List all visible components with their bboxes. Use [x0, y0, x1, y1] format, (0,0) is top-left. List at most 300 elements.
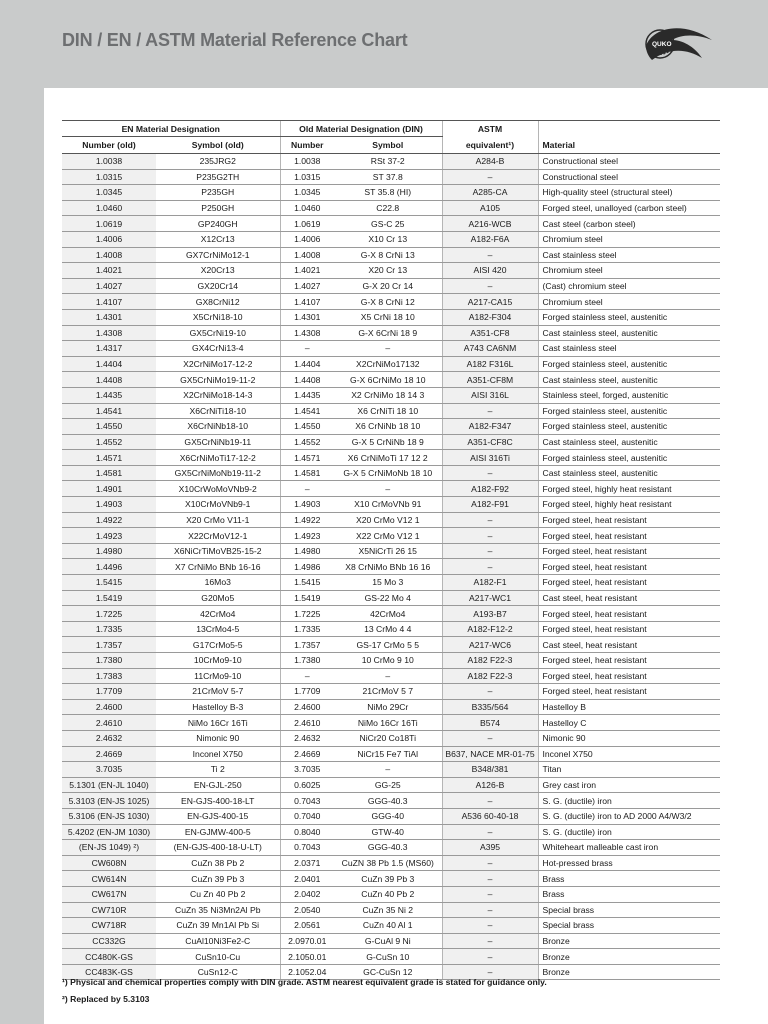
- cell-din-symbol: GGG-40.3: [334, 793, 442, 809]
- cell-material: Forged steel, heat resistant: [538, 621, 720, 637]
- table-row: [62, 855, 720, 871]
- cell-astm-equivalent: A395: [442, 840, 538, 856]
- cell-material: Inconel X750: [538, 746, 720, 762]
- cell-en-number: 1.4408: [62, 372, 156, 388]
- table-row: [62, 840, 720, 856]
- cell-en-number: 1.0038: [62, 154, 156, 170]
- cell-din-number: 1.4404: [280, 356, 334, 372]
- cell-din-symbol: G-X 6CrNi 18 9: [334, 325, 442, 341]
- table-row: [62, 341, 720, 357]
- cell-material: Cast steel, heat resistant: [538, 637, 720, 653]
- cell-material: Forged steel, highly heat resistant: [538, 481, 720, 497]
- table-row: [62, 949, 720, 965]
- cell-material: Cast stainless steel: [538, 247, 720, 263]
- cell-en-number: 1.4107: [62, 294, 156, 310]
- cell-en-number: 1.7380: [62, 653, 156, 669]
- cell-en-symbol: GX4CrNi13-4: [156, 341, 280, 357]
- cell-din-symbol: GS-22 Mo 4: [334, 590, 442, 606]
- cell-din-number: 0.7043: [280, 793, 334, 809]
- column-header: Symbol (old): [156, 137, 280, 154]
- cell-en-number: 5.4202 (EN-JM 1030): [62, 824, 156, 840]
- cell-astm-equivalent: A193-B7: [442, 606, 538, 622]
- table-row: [62, 668, 720, 684]
- table-row: [62, 185, 720, 201]
- cell-material: Stainless steel, forged, austenitic: [538, 387, 720, 403]
- group-header-material-empty: [538, 121, 720, 137]
- cell-astm-equivalent: –: [442, 933, 538, 949]
- cell-din-number: 1.4408: [280, 372, 334, 388]
- cell-material: Special brass: [538, 902, 720, 918]
- cell-material: Forged steel, heat resistant: [538, 653, 720, 669]
- cell-din-symbol: X8 CrNiMo BNb 16 16: [334, 559, 442, 575]
- cell-din-number: 1.5419: [280, 590, 334, 606]
- cell-astm-equivalent: A284-B: [442, 154, 538, 170]
- cell-material: Hastelloy B: [538, 699, 720, 715]
- cell-en-symbol: P250GH: [156, 200, 280, 216]
- cell-material: Hastelloy C: [538, 715, 720, 731]
- cell-din-number: 2.0970.01: [280, 933, 334, 949]
- cell-material: Cast stainless steel, austenitic: [538, 434, 720, 450]
- cell-din-symbol: GGG-40.3: [334, 840, 442, 856]
- cell-astm-equivalent: –: [442, 902, 538, 918]
- cell-en-number: 1.4021: [62, 263, 156, 279]
- cell-din-number: 1.4980: [280, 543, 334, 559]
- cell-en-number: 1.4435: [62, 387, 156, 403]
- cell-astm-equivalent: –: [442, 278, 538, 294]
- cell-din-number: 1.4107: [280, 294, 334, 310]
- cell-din-symbol: X5 CrNi 18 10: [334, 309, 442, 325]
- cell-material: Cast steel (carbon steel): [538, 216, 720, 232]
- cell-astm-equivalent: –: [442, 512, 538, 528]
- cell-material: Nimonic 90: [538, 730, 720, 746]
- cell-en-symbol: Hastelloy B-3: [156, 699, 280, 715]
- cell-astm-equivalent: A285-CA: [442, 185, 538, 201]
- table-row: [62, 512, 720, 528]
- cell-material: Special brass: [538, 918, 720, 934]
- cell-en-number: 1.0619: [62, 216, 156, 232]
- cell-en-symbol: P235G2TH: [156, 169, 280, 185]
- cell-en-number: 1.4550: [62, 419, 156, 435]
- cell-material: Forged steel, heat resistant: [538, 543, 720, 559]
- cell-astm-equivalent: B335/564: [442, 699, 538, 715]
- table-row: [62, 247, 720, 263]
- cell-astm-equivalent: A743 CA6NM: [442, 341, 538, 357]
- cell-din-number: 0.6025: [280, 777, 334, 793]
- cell-din-number: 1.0038: [280, 154, 334, 170]
- cell-en-number: 1.7357: [62, 637, 156, 653]
- cell-material: Forged stainless steel, austenitic: [538, 309, 720, 325]
- table-row: [62, 575, 720, 591]
- cell-en-symbol: CuZn 38 Pb 2: [156, 855, 280, 871]
- table-row: [62, 653, 720, 669]
- cell-en-number: 2.4610: [62, 715, 156, 731]
- cell-din-symbol: CuZN 38 Pb 1.5 (MS60): [334, 855, 442, 871]
- cell-en-symbol: GX5CrNiMo19-11-2: [156, 372, 280, 388]
- cell-en-symbol: 42CrMo4: [156, 606, 280, 622]
- cell-en-symbol: P235GH: [156, 185, 280, 201]
- cell-din-number: 1.7380: [280, 653, 334, 669]
- table-row: [62, 278, 720, 294]
- cell-en-number: 1.4308: [62, 325, 156, 341]
- cell-din-number: 1.5415: [280, 575, 334, 591]
- column-header: Material: [538, 137, 720, 154]
- cell-en-number: CW617N: [62, 886, 156, 902]
- cell-en-symbol: CuZn 35 Ni3Mn2Al Pb: [156, 902, 280, 918]
- cell-en-symbol: CuZn 39 Mn1Al Pb Si: [156, 918, 280, 934]
- cell-en-symbol: CuSn10-Cu: [156, 949, 280, 965]
- cell-en-symbol: 16Mo3: [156, 575, 280, 591]
- cell-din-symbol: GS-C 25: [334, 216, 442, 232]
- cell-en-symbol: X20 CrMo V11-1: [156, 512, 280, 528]
- cell-en-symbol: Nimonic 90: [156, 730, 280, 746]
- cell-en-number: 1.4008: [62, 247, 156, 263]
- cell-din-symbol: ST 37.8: [334, 169, 442, 185]
- cell-din-symbol: G-X 8 CrNi 13: [334, 247, 442, 263]
- cell-astm-equivalent: –: [442, 559, 538, 575]
- cell-material: Chromium steel: [538, 294, 720, 310]
- cell-astm-equivalent: –: [442, 964, 538, 980]
- cell-en-symbol: Ti 2: [156, 762, 280, 778]
- cell-din-number: 1.4006: [280, 231, 334, 247]
- cell-din-symbol: NiCr20 Co18Ti: [334, 730, 442, 746]
- table-row: [62, 481, 720, 497]
- cell-din-number: 1.4541: [280, 403, 334, 419]
- cell-din-symbol: G-X 6CrNiMo 18 10: [334, 372, 442, 388]
- cell-en-number: 2.4600: [62, 699, 156, 715]
- cell-din-number: 1.4550: [280, 419, 334, 435]
- cell-en-number: 1.7335: [62, 621, 156, 637]
- cell-en-symbol: GX8CrNi12: [156, 294, 280, 310]
- cell-din-number: 1.4581: [280, 465, 334, 481]
- cell-din-symbol: NiMo 29Cr: [334, 699, 442, 715]
- cell-astm-equivalent: AISI 316Ti: [442, 450, 538, 466]
- cell-din-number: 1.4903: [280, 497, 334, 513]
- cell-astm-equivalent: –: [442, 528, 538, 544]
- cell-astm-equivalent: –: [442, 855, 538, 871]
- cell-en-number: 1.4923: [62, 528, 156, 544]
- table-row: [62, 886, 720, 902]
- footnote: ¹) Physical and chemical properties comply with DIN grade. ASTM nearest equivalent grade is stated for guidance only.: [62, 977, 547, 987]
- cell-en-number: CW710R: [62, 902, 156, 918]
- table-row: [62, 637, 720, 653]
- cell-material: Cast stainless steel, austenitic: [538, 372, 720, 388]
- table-row: [62, 730, 720, 746]
- cell-astm-equivalent: B637, NACE MR-01-75: [442, 746, 538, 762]
- cell-en-number: 1.4404: [62, 356, 156, 372]
- cell-din-number: 1.4308: [280, 325, 334, 341]
- footnote: ²) Replaced by 5.3103: [62, 994, 150, 1004]
- table-row: [62, 621, 720, 637]
- cell-en-symbol: X7 CrNiMo BNb 16-16: [156, 559, 280, 575]
- cell-din-number: –: [280, 668, 334, 684]
- cell-material: Hot-pressed brass: [538, 855, 720, 871]
- cell-en-number: CC483K-GS: [62, 964, 156, 980]
- cell-din-symbol: 10 CrMo 9 10: [334, 653, 442, 669]
- cell-en-number: 1.4552: [62, 434, 156, 450]
- cell-astm-equivalent: B348/381: [442, 762, 538, 778]
- table-row: [62, 372, 720, 388]
- cell-en-symbol: GX5CrNi19-10: [156, 325, 280, 341]
- cell-en-number: 1.4980: [62, 543, 156, 559]
- cell-astm-equivalent: –: [442, 403, 538, 419]
- cell-din-symbol: G-X 8 CrNi 12: [334, 294, 442, 310]
- cell-en-symbol: G17CrMo5-5: [156, 637, 280, 653]
- cell-astm-equivalent: –: [442, 247, 538, 263]
- cell-din-symbol: X2 CrNiMo 18 14 3: [334, 387, 442, 403]
- cell-en-symbol: (EN-GJS-400-18-U-LT): [156, 840, 280, 856]
- cell-material: Forged steel, heat resistant: [538, 512, 720, 528]
- cell-en-number: 1.4027: [62, 278, 156, 294]
- cell-astm-equivalent: –: [442, 824, 538, 840]
- cell-material: Forged stainless steel, austenitic: [538, 403, 720, 419]
- cell-en-number: 5.3103 (EN-JS 1025): [62, 793, 156, 809]
- cell-din-symbol: X10 Cr 13: [334, 231, 442, 247]
- cell-din-number: 2.0371: [280, 855, 334, 871]
- cell-en-number: 1.4901: [62, 481, 156, 497]
- group-header-astm: ASTM: [442, 121, 538, 137]
- table-row: [62, 715, 720, 731]
- cell-din-symbol: CuZn 35 Ni 2: [334, 902, 442, 918]
- cell-din-number: 3.7035: [280, 762, 334, 778]
- cell-din-symbol: X10 CrMoVNb 91: [334, 497, 442, 513]
- table-row: [62, 746, 720, 762]
- cell-din-number: 2.4632: [280, 730, 334, 746]
- table-row: [62, 465, 720, 481]
- table-row: [62, 387, 720, 403]
- cell-din-symbol: X2CrNiMo17132: [334, 356, 442, 372]
- cell-en-symbol: Cu Zn 40 Pb 2: [156, 886, 280, 902]
- cell-en-symbol: 13CrMo4-5: [156, 621, 280, 637]
- cell-din-number: 2.1052.04: [280, 964, 334, 980]
- cell-din-symbol: 13 CrMo 4 4: [334, 621, 442, 637]
- cell-din-number: 1.7225: [280, 606, 334, 622]
- cell-en-number: CC480K-GS: [62, 949, 156, 965]
- cell-en-number: 1.7383: [62, 668, 156, 684]
- cell-material: Titan: [538, 762, 720, 778]
- cell-din-number: 1.4027: [280, 278, 334, 294]
- cell-en-symbol: GP240GH: [156, 216, 280, 232]
- cell-astm-equivalent: –: [442, 949, 538, 965]
- cell-en-symbol: GX5CrNiNb19-11: [156, 434, 280, 450]
- cell-din-number: 2.0401: [280, 871, 334, 887]
- cell-en-number: 1.7225: [62, 606, 156, 622]
- cell-din-symbol: C22.8: [334, 200, 442, 216]
- cell-astm-equivalent: –: [442, 684, 538, 700]
- cell-din-symbol: GS-17 CrMo 5 5: [334, 637, 442, 653]
- cell-en-number: CC332G: [62, 933, 156, 949]
- cell-material: Bronze: [538, 949, 720, 965]
- cell-astm-equivalent: A182 F316L: [442, 356, 538, 372]
- cell-en-number: 1.0315: [62, 169, 156, 185]
- cell-din-number: 0.8040: [280, 824, 334, 840]
- cell-en-symbol: X20Cr13: [156, 263, 280, 279]
- cell-astm-equivalent: A351-CF8M: [442, 372, 538, 388]
- table-row: [62, 231, 720, 247]
- cell-en-number: 1.4571: [62, 450, 156, 466]
- cell-material: Whiteheart malleable cast iron: [538, 840, 720, 856]
- cell-din-symbol: –: [334, 341, 442, 357]
- cell-en-symbol: X12Cr13: [156, 231, 280, 247]
- cell-en-number: 1.4922: [62, 512, 156, 528]
- table-row: [62, 200, 720, 216]
- table-row: [62, 606, 720, 622]
- cell-din-number: 1.7357: [280, 637, 334, 653]
- table-row: [62, 793, 720, 809]
- cell-astm-equivalent: AISI 420: [442, 263, 538, 279]
- cell-din-symbol: 15 Mo 3: [334, 575, 442, 591]
- cell-astm-equivalent: A182-F92: [442, 481, 538, 497]
- cell-din-symbol: G-X 5 CrNiNb 18 9: [334, 434, 442, 450]
- table-row: [62, 263, 720, 279]
- cell-material: Brass: [538, 871, 720, 887]
- cell-en-number: 1.4006: [62, 231, 156, 247]
- material-reference-table: [62, 120, 720, 980]
- group-header-row: [62, 121, 720, 137]
- cell-astm-equivalent: B574: [442, 715, 538, 731]
- footnotes: [62, 974, 547, 1008]
- cell-din-symbol: GC-CuSn 12: [334, 964, 442, 980]
- cell-din-symbol: GTW-40: [334, 824, 442, 840]
- cell-din-symbol: G-X 5 CrNiMoNb 18 10: [334, 465, 442, 481]
- cell-din-number: 1.0315: [280, 169, 334, 185]
- cell-en-symbol: X10CrMoVNb9-1: [156, 497, 280, 513]
- cell-astm-equivalent: A182-F12-2: [442, 621, 538, 637]
- cell-astm-equivalent: –: [442, 169, 538, 185]
- cell-astm-equivalent: A182-F91: [442, 497, 538, 513]
- cell-en-symbol: 10CrMo9-10: [156, 653, 280, 669]
- table-row: [62, 543, 720, 559]
- table-row: [62, 684, 720, 700]
- cell-material: Constructional steel: [538, 154, 720, 170]
- cell-material: Forged steel, heat resistant: [538, 575, 720, 591]
- cell-astm-equivalent: A217-WC6: [442, 637, 538, 653]
- cell-din-symbol: X6 CrNiNb 18 10: [334, 419, 442, 435]
- table-row: [62, 777, 720, 793]
- cell-din-number: 1.0619: [280, 216, 334, 232]
- cell-astm-equivalent: A182-F304: [442, 309, 538, 325]
- cell-en-symbol: EN-GJL-250: [156, 777, 280, 793]
- cell-astm-equivalent: –: [442, 886, 538, 902]
- cell-din-symbol: GG-25: [334, 777, 442, 793]
- cell-material: Forged stainless steel, austenitic: [538, 450, 720, 466]
- cell-din-symbol: CuZn 40 Pb 2: [334, 886, 442, 902]
- cell-din-number: 1.7709: [280, 684, 334, 700]
- cell-astm-equivalent: A182 F22-3: [442, 653, 538, 669]
- cell-astm-equivalent: A105: [442, 200, 538, 216]
- group-header-en: EN Material Designation: [62, 121, 280, 137]
- cell-din-symbol: G-X 20 Cr 14: [334, 278, 442, 294]
- table-row: [62, 871, 720, 887]
- cell-astm-equivalent: A351-CF8: [442, 325, 538, 341]
- cell-din-symbol: X6 CrNiTi 18 10: [334, 403, 442, 419]
- table-row: [62, 434, 720, 450]
- cell-material: Chromium steel: [538, 263, 720, 279]
- cell-en-number: 1.4301: [62, 309, 156, 325]
- cell-material: Cast stainless steel, austenitic: [538, 325, 720, 341]
- cell-astm-equivalent: A182-F1: [442, 575, 538, 591]
- table-row: [62, 590, 720, 606]
- cell-en-symbol: EN-GJS-400-18-LT: [156, 793, 280, 809]
- cell-en-symbol: X6CrNiNb18-10: [156, 419, 280, 435]
- chart-sheet: [44, 88, 768, 1024]
- cell-en-symbol: GX7CrNiMo12-1: [156, 247, 280, 263]
- cell-din-symbol: GGG-40: [334, 808, 442, 824]
- cell-astm-equivalent: –: [442, 918, 538, 934]
- cell-en-symbol: 235JRG2: [156, 154, 280, 170]
- cell-en-symbol: 21CrMoV 5-7: [156, 684, 280, 700]
- cell-en-number: CW608N: [62, 855, 156, 871]
- cell-din-symbol: X22 CrMo V12 1: [334, 528, 442, 544]
- cell-din-symbol: X20 CrMo V12 1: [334, 512, 442, 528]
- cell-astm-equivalent: –: [442, 730, 538, 746]
- table-row: [62, 699, 720, 715]
- column-header-row: [62, 137, 720, 154]
- cell-din-symbol: –: [334, 762, 442, 778]
- cell-din-symbol: –: [334, 481, 442, 497]
- table-row: [62, 559, 720, 575]
- quko-logo-icon: [642, 18, 714, 68]
- cell-material: Forged steel, unalloyed (carbon steel): [538, 200, 720, 216]
- cell-din-symbol: CuZn 40 Al 1: [334, 918, 442, 934]
- cell-material: Forged steel, heat resistant: [538, 668, 720, 684]
- cell-din-symbol: G-CuAl 9 Ni: [334, 933, 442, 949]
- cell-din-symbol: –: [334, 668, 442, 684]
- cell-en-symbol: X6NiCrTiMoVB25-15-2: [156, 543, 280, 559]
- cell-en-number: 2.4669: [62, 746, 156, 762]
- cell-astm-equivalent: –: [442, 465, 538, 481]
- cell-din-symbol: 42CrMo4: [334, 606, 442, 622]
- cell-astm-equivalent: –: [442, 871, 538, 887]
- cell-material: Forged stainless steel, austenitic: [538, 419, 720, 435]
- cell-din-number: 1.4923: [280, 528, 334, 544]
- cell-en-symbol: X6CrNiTi18-10: [156, 403, 280, 419]
- cell-en-symbol: GX5CrNiMoNb19-11-2: [156, 465, 280, 481]
- cell-en-symbol: X10CrWoMoVNb9-2: [156, 481, 280, 497]
- table-row: [62, 356, 720, 372]
- cell-din-number: 1.4301: [280, 309, 334, 325]
- cell-material: S. G. (ductile) iron to AD 2000 A4/W3/2: [538, 808, 720, 824]
- cell-en-number: (EN-JS 1049) ²): [62, 840, 156, 856]
- cell-material: Brass: [538, 886, 720, 902]
- table-row: [62, 154, 720, 170]
- cell-din-number: –: [280, 481, 334, 497]
- cell-din-number: –: [280, 341, 334, 357]
- cell-din-number: 1.7335: [280, 621, 334, 637]
- cell-en-symbol: CuAl10Ni3Fe2-C: [156, 933, 280, 949]
- table-row: [62, 216, 720, 232]
- table-row: [62, 309, 720, 325]
- cell-din-number: 2.4669: [280, 746, 334, 762]
- cell-material: Cast stainless steel: [538, 341, 720, 357]
- table-row: [62, 169, 720, 185]
- cell-din-symbol: 21CrMoV 5 7: [334, 684, 442, 700]
- cell-din-symbol: X5NiCrTi 26 15: [334, 543, 442, 559]
- cell-en-symbol: EN-GJS-400-15: [156, 808, 280, 824]
- cell-astm-equivalent: A182 F22-3: [442, 668, 538, 684]
- table-row: [62, 419, 720, 435]
- table-row: [62, 808, 720, 824]
- cell-din-number: 0.7040: [280, 808, 334, 824]
- cell-din-number: 1.0345: [280, 185, 334, 201]
- cell-din-number: 2.1050.01: [280, 949, 334, 965]
- cell-en-symbol: X2CrNiMo18-14-3: [156, 387, 280, 403]
- cell-en-number: 1.0460: [62, 200, 156, 216]
- cell-en-number: 1.5419: [62, 590, 156, 606]
- cell-material: Forged steel, heat resistant: [538, 528, 720, 544]
- column-header: Number (old): [62, 137, 156, 154]
- logo-text: QUKO: [652, 41, 672, 48]
- table-row: [62, 450, 720, 466]
